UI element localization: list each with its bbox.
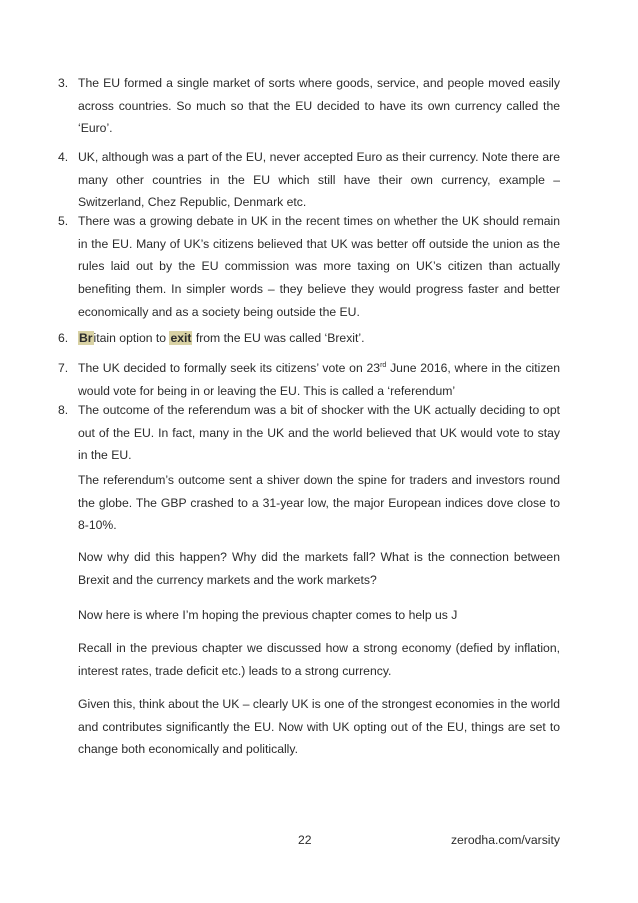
list-number: 8. (58, 403, 69, 417)
list-text (78, 357, 560, 402)
list-item-7 (58, 357, 560, 402)
paragraph: Now here is where I’m hoping the previous chapter comes to help us J (78, 608, 458, 622)
list-text: The EU formed a single market of sorts where goods, service, and people moved easily across countries. So much so that the EU decided to have its own currency called the ‘Euro’. (78, 76, 560, 136)
list-text: UK, although was a part of the EU, never accepted Euro as their currency. Note there are many other countries in the EU which still have their own currency, example – Switzerland, Chez Republic, Denmark etc. (78, 150, 560, 210)
list-number: 5. (58, 214, 69, 228)
superscript: rd (380, 361, 387, 369)
list-item-8 (58, 399, 560, 467)
footer-site: zerodha.com/varsity (450, 833, 560, 847)
text-run: itain option to (93, 331, 170, 345)
highlight: Br (79, 331, 93, 345)
text-run: The UK decided to formally seek its citizens’ vote on 23 (78, 361, 381, 375)
paragraph: The referendum’s outcome sent a shiver down the spine for traders and investors round the globe. The GBP crashed to a 31-year low, the major European indices dove close to 8-10%. (78, 473, 560, 533)
highlight: exit (170, 331, 192, 345)
list-number: 6. (58, 331, 69, 345)
paragraph: Recall in the previous chapter we discussed how a strong economy (defied by inflation, interest rates, trade deficit etc.) leads to a strong currency. (78, 641, 560, 678)
list-item-3 (58, 72, 560, 140)
text-run: from the EU was called ‘Brexit’. (192, 331, 365, 345)
list-text: There was a growing debate in UK in the recent times on whether the UK should remain in the EU. Many of UK’s citizens believed that UK was better off outside the union as the rules laid out by the EU commission was more taxing on UK’s citizen than actually benefiting them. In simpler words – they believe they would progress faster and better economically and as a society being outside the EU. (78, 214, 560, 319)
list-item-6 (58, 327, 560, 350)
list-number: 4. (58, 150, 69, 164)
paragraph: Given this, think about the UK – clearly UK is one of the strongest economies in the world and contributes significantly the EU. Now with UK opting out of the EU, things are set to change both economically and politically. (78, 697, 560, 757)
list-text (78, 327, 560, 350)
page-number: 22 (298, 833, 312, 847)
list-number: 7. (58, 361, 69, 375)
list-item-4 (58, 146, 560, 214)
list-item-5 (58, 210, 560, 324)
paragraph: Now why did this happen? Why did the markets fall? What is the connection between Brexit and the currency markets and the work markets? (78, 550, 560, 587)
list-text: The outcome of the referendum was a bit of shocker with the UK actually deciding to opt out of the EU. In fact, many in the UK and the world believed that UK would vote to stay in the EU. (78, 403, 560, 463)
text-run: June 2016, where in the citizen would vote for being in or leaving the EU. This is called a ‘referendum’ (78, 361, 560, 398)
list-number: 3. (58, 76, 69, 90)
